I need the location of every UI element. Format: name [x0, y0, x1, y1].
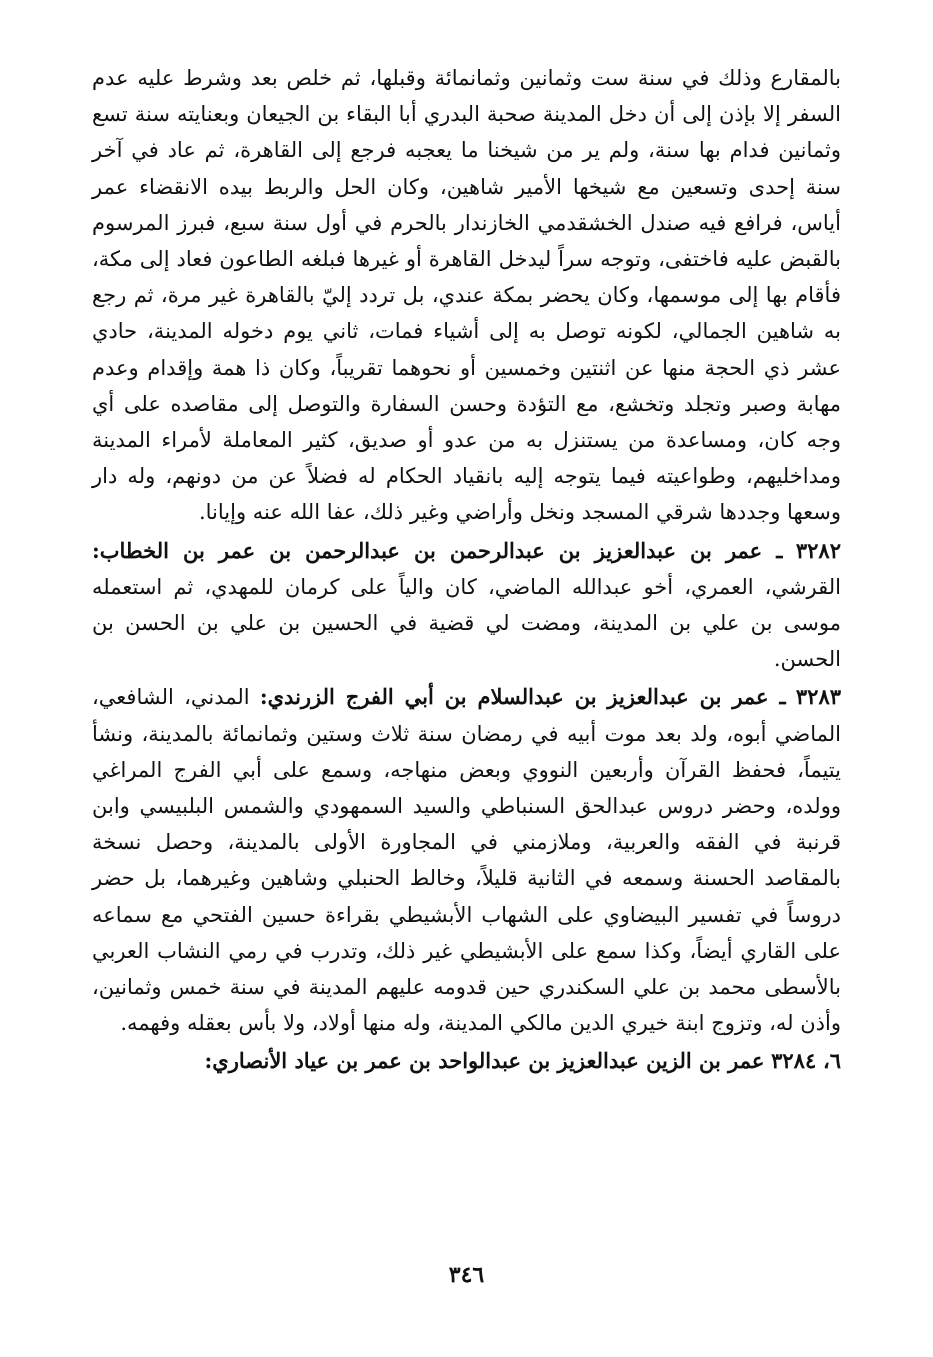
entry-name: ـ عمر بن عبدالعزيز بن عبدالرحمن بن عبدالرحمن بن عمر بن الخطاب: [92, 537, 783, 563]
entry-name: عمر بن الزين عبدالعزيز بن عبدالواحد بن عمر بن عياد الأنصاري: [204, 1048, 765, 1074]
page-number: ٣٤٦ [448, 1262, 485, 1288]
entry-number: ٣٢٨٢ [795, 537, 841, 563]
continuation-paragraph: بالمقارع وذلك في سنة ست وثمانين وثمانمائة وقبلها، ثم خلص بعد وشرط عليه عدم السفر إلا بإذن إلى أن دخل المدينة صحبة البدري أبا البقاء بن الجيعان وبعنايته سنة تسع وثمانين فدام بها سنة، ولم ير من شيخنا ما يعجبه فرجع إلى القاهرة، ثم عاد في آخر سنة إحدى وتسعين مع شيخها الأمير شاهين، وكان الحل والربط بيده الانقضاء عمر أياس، فرافع فيه صندل الخشقدمي الخازندار بالحرم في أول سنة سبع، فبرز المرسوم بالقبض عليه فاختفى، وتوجه سراً ليدخل القاهرة أو غيرها فبلغه الطاعون فعاد إلى مكة، فأقام بها إلى موسمها، وكان يحضر بمكة عندي، بل تردد إليّ بالقاهرة غير مرة، ثم رجع به شاهين الجمالي، لكونه توصل به إلى أشياء فمات، ثاني يوم دخوله المدينة، حادي عشر ذي الحجة منها عن اثنتين وخمسين أو نحوهما تقريباً، وكان ذا همة وإقدام وعدم مهابة وصبر وتجلد وتخشع، مع التؤدة وحسن السفارة والتوصل إلى مقاصده على أي وجه كان، ومساعدة من يستنزل به من عدو أو صديق، كثير المعاملة لأمراء المدينة ومداخليهم، وطواعيته فيما يتوجه إليه بانقياد الحكام له فضلاً عن من دونهم، وله دار وسعها وجددها شرقي المسجد ونخل وأراضي وغير ذلك، عفا الله عنه وإيانا. [92, 66, 841, 525]
entry-marker: ٦، [822, 1048, 841, 1074]
entry-3282 [92, 533, 841, 678]
entry-number: ٣٢٨٤ [771, 1048, 817, 1074]
entry-text: القرشي، العمري، أخو عبدالله الماضي، كان والياً على كرمان للمهدي، ثم استعمله موسى بن علي بن المدينة، ومضت لي قضية في الحسين بن علي بن الحسن بن الحسن. [92, 574, 841, 672]
entry-name: ـ عمر بن عبدالعزيز بن عبدالسلام بن أبي الفرج الزرندي: [259, 684, 786, 710]
entry-3284 [92, 1043, 841, 1079]
entry-number: ٣٢٨٣ [795, 684, 842, 710]
page-body [92, 60, 841, 1080]
entry-3283 [92, 679, 841, 1041]
entry-text: المدني، الشافعي، الماضي أبوه، ولد بعد موت أبيه في رمضان سنة ثلاث وستين وثمانمائة بالمدينة، ونشأ يتيماً، فحفظ القرآن وأربعين النووي وبعض منهاجه، وسمع على أبي الفرج المراغي وولده، وحضر دروس عبدالحق السنباطي والسيد السمهودي والشمس البلبيسي وابن قرنبة في الفقه والعربية، وملازمني في المجاورة الأولى بالمدينة، وحصل نسخة بالمقاصد الحسنة وسمعه في الثانية قليلاً، وخالط الحنبلي وشاهين وغيرهما، بل حضر دروساً في تفسير البيضاوي على الشهاب الأبشيطي بقراءة حسين الفتحي مع سماعه على القاري أيضاً، وكذا سمع على الأبشيطي غير ذلك، وتدرب في رمي النشاب العربي بالأسطى محمد بن علي السكندري حين قدومه عليهم المدينة في سنة خمس وثمانين، وأذن له، وتزوج ابنة خيري الدين مالكي المدينة، وله منها أولاد، ولا بأس بعقله وفهمه. [92, 685, 841, 1036]
